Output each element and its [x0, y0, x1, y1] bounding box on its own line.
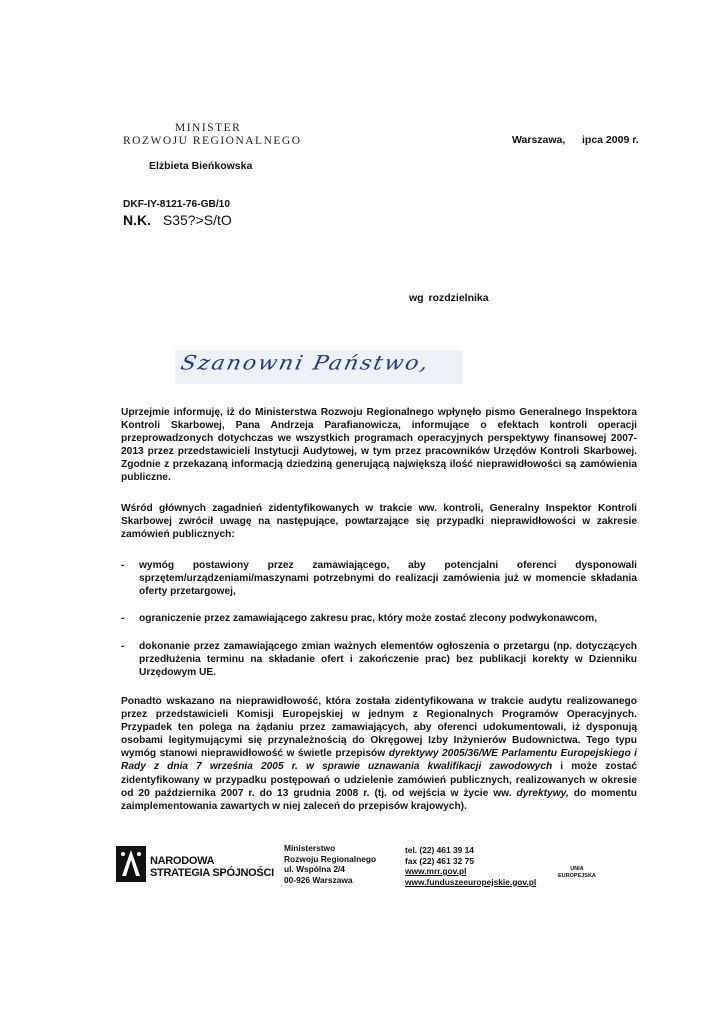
address-line: Ministerstwo	[284, 843, 336, 853]
list-item	[121, 640, 637, 679]
paragraph-audit-directive-ref: dyrektywy,	[516, 787, 569, 799]
nss-emblem-icon	[116, 846, 146, 882]
list-dash: -	[121, 641, 125, 652]
fax: fax (22) 461 32 75	[405, 855, 474, 866]
address-line: Rozwoju Regionalnego	[284, 853, 377, 864]
list-item	[121, 559, 637, 598]
footer-address	[284, 843, 376, 885]
list-item-text: dokonanie przez zamawiającego zmian ważnych elementów ogłoszenia o przetargu (np. dotyczących przedłużenia terminu na składanie ofert i zakończenie prac) bez publikacji korekty w Dzienniku Urzędowym UE.	[139, 641, 637, 679]
minister-title-line2: ROZWOJU REGIONALNEGO	[123, 135, 302, 147]
list-item-text: ograniczenie przez zamawiającego zakresu prac, który może zostać zlecony podwykonawcom,	[139, 613, 598, 624]
address-line: 00-926 Warszawa	[284, 874, 353, 885]
nss-logo-line1: NARODOWA	[150, 855, 215, 867]
place-date: ipca 2009 r.	[582, 134, 639, 146]
list-dash: -	[121, 560, 125, 571]
eu-logo	[558, 866, 596, 880]
paragraph-audit-part1: Ponadto wskazano na nieprawidłowość, która została zidentyfikowana w trakcie audytu realizowanego przez przedstawicieli Komisji Europejskiej w jednym z Regionalnych Programów Operacyjnych. Przypadek ten polega na żądaniu przez zamawiających, aby oferenci udokumentowali, iż dysponują osobami legitymującymi się przynależnością do Okręgowej Izby Inżynierów Budownictwa. Tego typu wymóg stanowi nieprawidłowość w świetle przepisów	[121, 696, 637, 760]
nss-logo-emblem	[116, 846, 146, 882]
nk-label: N.K.	[123, 212, 151, 228]
address-line: ul. Wspólna 2/4	[284, 864, 345, 874]
paragraph-audit	[121, 695, 637, 813]
website-link[interactable]: www.mrr.gov.pl	[405, 866, 467, 876]
nss-logo-line2: STRATEGIA SPÓJNOŚCI	[150, 867, 274, 879]
website-link[interactable]: www.funduszeeuropejskie.gov.pl	[405, 876, 537, 887]
place-city: Warszawa,	[512, 134, 566, 146]
reference-number: DKF-IY-8121-76-GB/10	[123, 199, 231, 210]
eu-line1: UNIA	[570, 866, 584, 872]
paragraph-audit-directive: dyrektywy 2005/36/WE Parlamentu Europejskiego i Rady z dnia 7 września 2005 r. w sprawie uznawania kwalifikacji zawodowych	[121, 748, 638, 773]
minister-name: Elżbieta Bieńkowska	[149, 160, 253, 172]
eu-line2: EUROPEJSKA	[558, 873, 596, 879]
paragraph-audit-part2: i może zostać zidentyfikowany w przypadku postępowań o udzielenie zamówień publicznych, realizowanych w okresie od 20 października 2007 r. do 13 grudnia 2008 r. (tj. od wejścia w życie ww.	[121, 761, 637, 799]
paragraph-audit-part3: do momentu zaimplementowania zawartych w niej zaleceń do przepisów krajowych).	[121, 787, 638, 812]
salutation-stamp	[175, 350, 462, 384]
nk-line	[123, 212, 232, 228]
list-dash: -	[121, 613, 125, 624]
paragraph-intro: Uprzejmie informuję, iż do Ministerstwa Rozwoju Regionalnego wpłynęło pismo Generalnego Inspektora Kontroli Skarbowej, Pana Andrzeja Parafianowicza, informujące o efektach kontroli operacji przeprowadzonych dotychczas we wszystkich programach operacyjnych perspektywy finansowej 2007-2013 przez przedstawicieli Instytucji Audytowej, w tym przez pracowników Urzędów Kontroli Skarbowej. Zgodnie z przekazaną informacją dziedziną generującą największą ilość nieprawidłowości są zamówienia publiczne.	[121, 407, 637, 484]
nk-value: S35?>S/tO	[162, 212, 232, 228]
footer-contact	[405, 845, 536, 887]
salutation-handwriting: Szanowni Państwo,	[178, 352, 432, 375]
nss-logo-text	[150, 855, 274, 879]
recipient: wg rozdzielnika	[409, 292, 489, 304]
list-item	[121, 612, 637, 625]
phone: tel. (22) 461 39 14	[405, 845, 474, 855]
paragraph-findings: Wśród głównych zagadnień zidentyfikowanych w trakcie ww. kontroli, Generalny Inspektor Kontroli Skarbowej zwrócił uwagę na następujące, powtarzające się przypadki nieprawidłowości w zakresie zamówień publicznych:	[121, 503, 637, 541]
list-item-text: wymóg postawiony przez zamawiającego, aby potencjalni oferenci dysponowali sprzętem/urządzeniami/maszynami potrzebnymi do realizacji zamówienia już w momencie składania oferty przetargowej,	[139, 560, 637, 598]
minister-title-line1: MINISTER	[175, 122, 242, 134]
